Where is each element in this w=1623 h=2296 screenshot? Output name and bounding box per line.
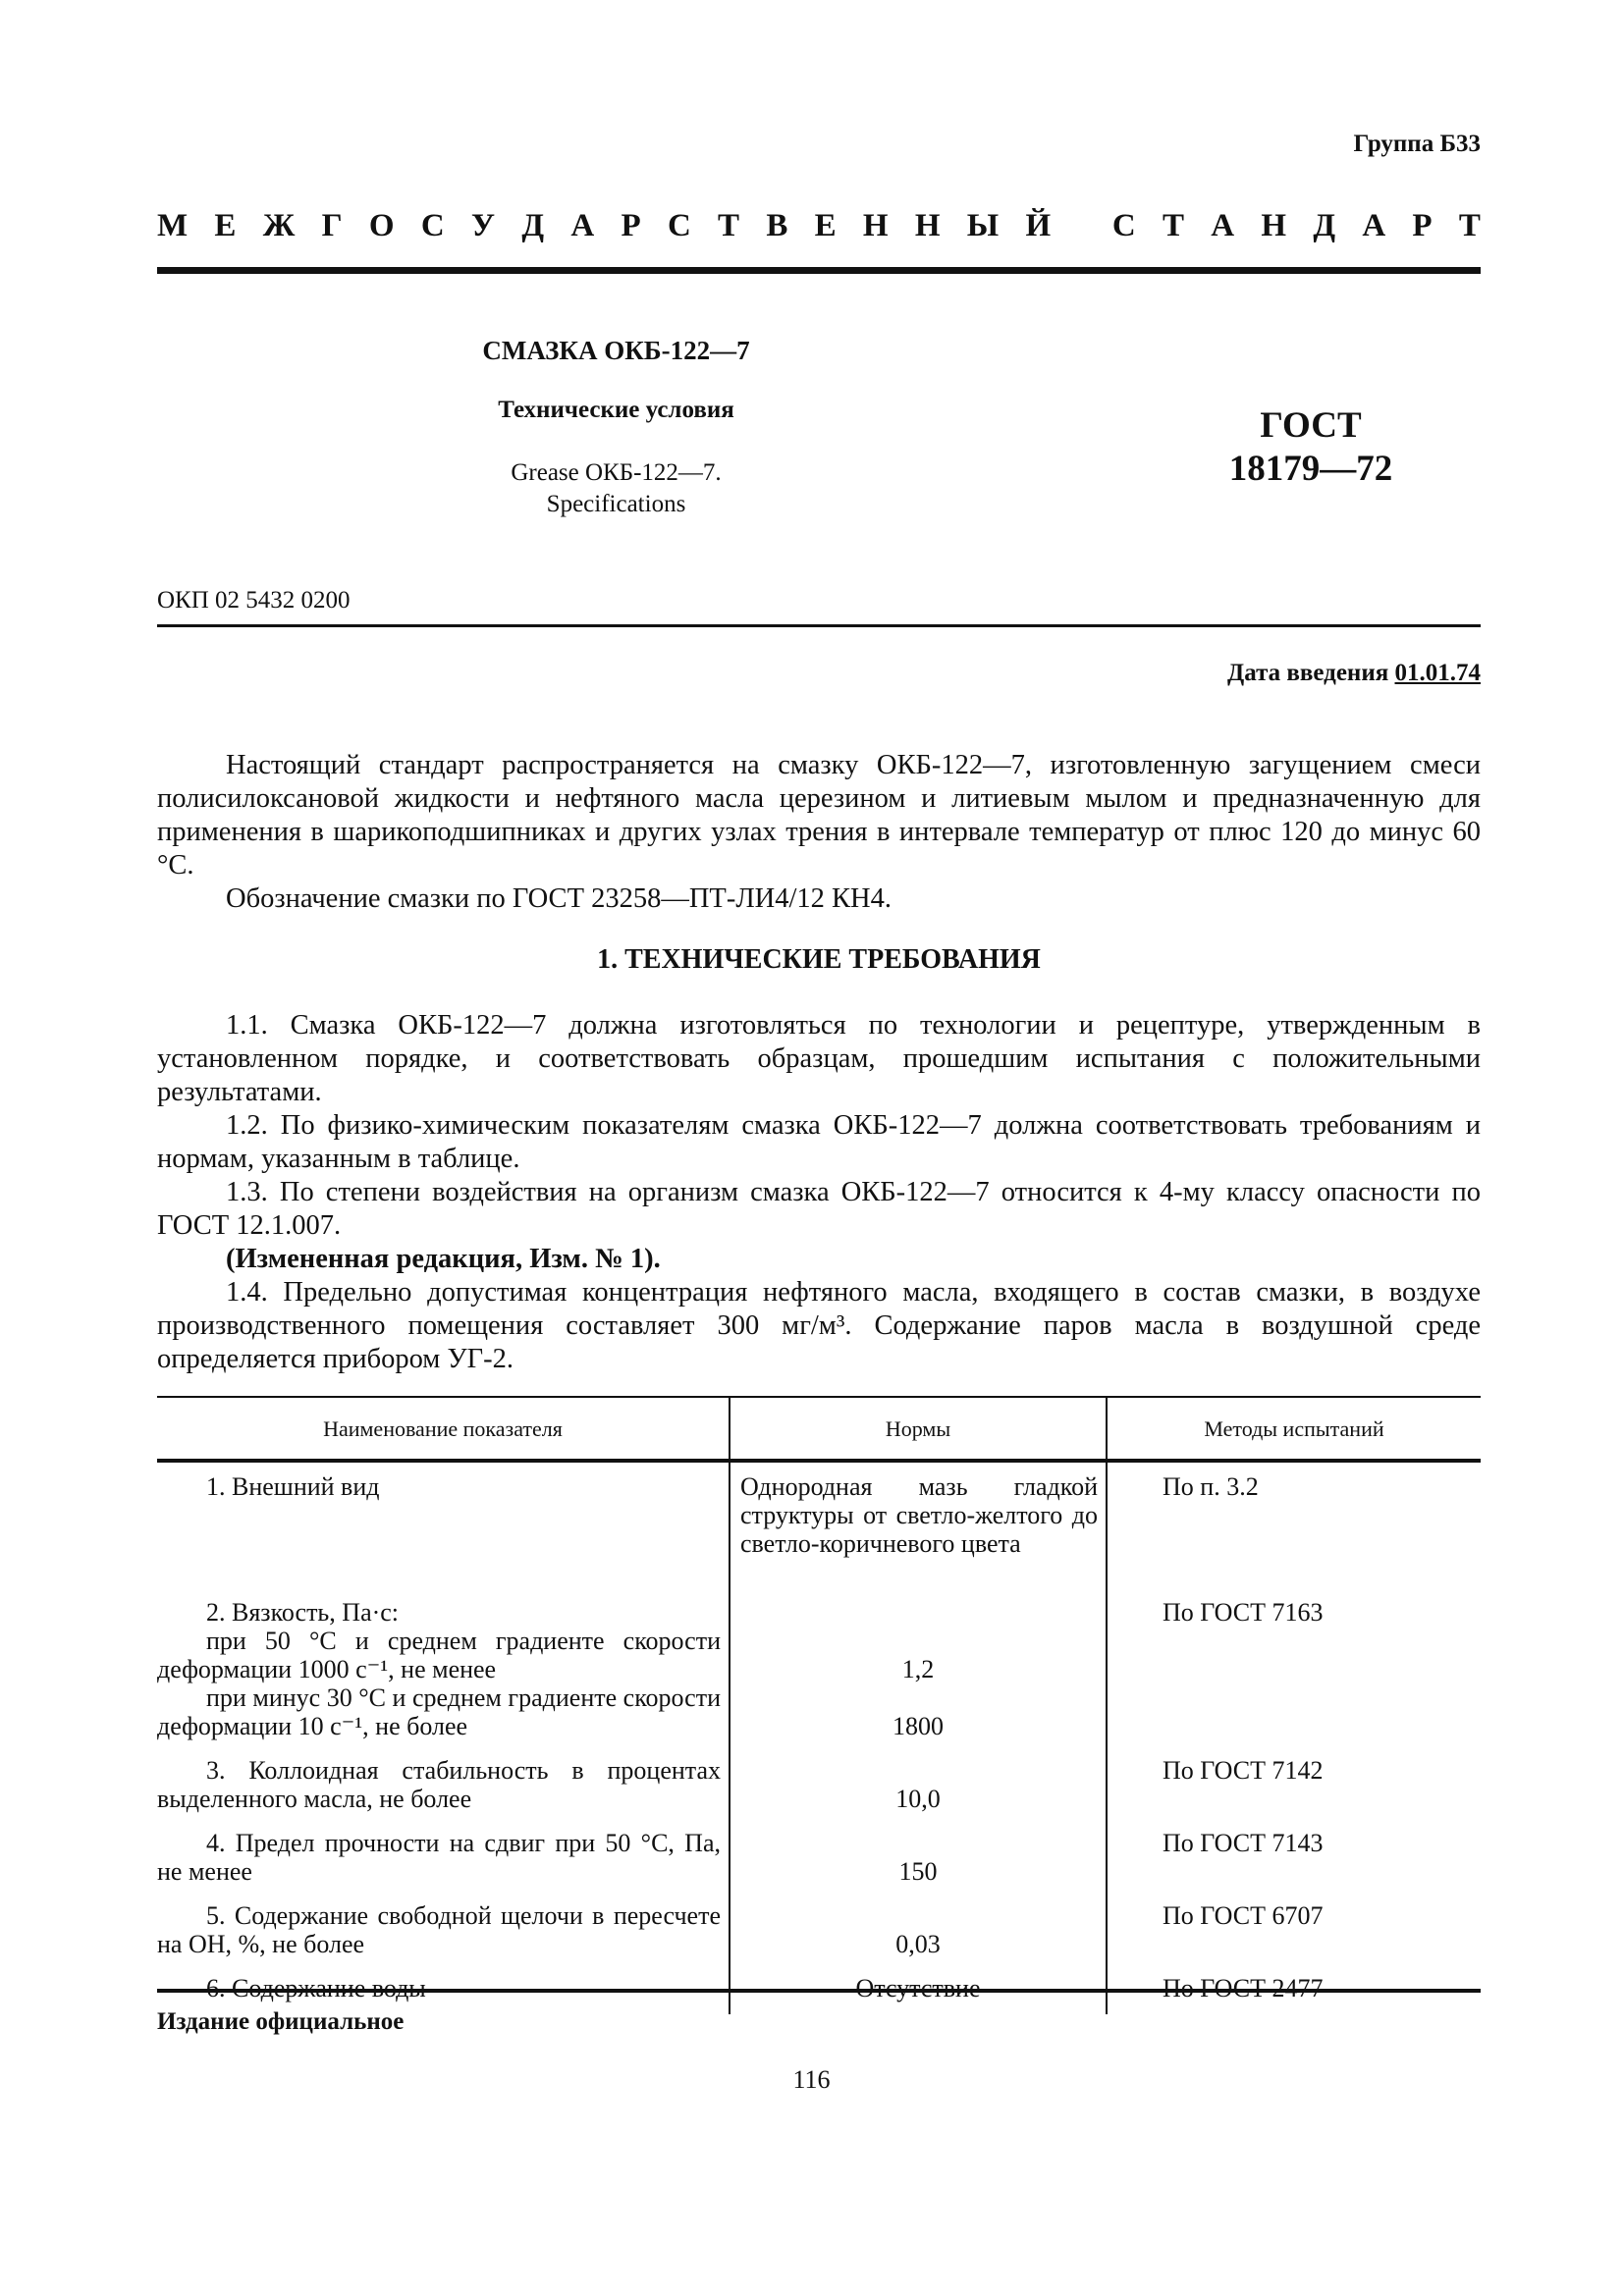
- header-norms: Нормы: [730, 1398, 1107, 1461]
- section-title: 1. ТЕХНИЧЕСКИЕ ТРЕБОВАНИЯ: [597, 944, 1041, 975]
- footer-rule: [157, 1989, 1481, 1993]
- table-header-row: [157, 1398, 1481, 1461]
- heading-letter: С: [1111, 208, 1136, 243]
- introduction-date: [1227, 660, 1481, 687]
- indicator-name: 3. Коллоидная стабильность в процентах выделенного масла, не более: [157, 1756, 721, 1813]
- heading-letter: Н: [914, 208, 941, 243]
- heading-letter: Т: [1163, 208, 1185, 243]
- group-code: Группа Б33: [1353, 131, 1481, 157]
- norm-value: 150: [898, 1857, 938, 1886]
- test-method: По ГОСТ 7142: [1163, 1756, 1324, 1785]
- heading-letter: [1077, 208, 1085, 244]
- heading-letter: А: [1362, 208, 1386, 243]
- test-method: По ГОСТ 6707: [1163, 1901, 1324, 1930]
- heading-letter: Ж: [262, 208, 296, 243]
- english-title-line2: Specifications: [546, 491, 686, 517]
- interstate-standard-heading: [157, 208, 1481, 244]
- introduction-date-label: Дата введения: [1227, 660, 1389, 686]
- english-title-line1: Grease ОКБ-122—7.: [511, 459, 722, 486]
- amendment-note: (Измененная редакция, Изм. № 1).: [226, 1244, 661, 1274]
- heading-letter: Д: [1313, 208, 1336, 243]
- table-row: [157, 1461, 1481, 1558]
- test-method: По ГОСТ 7143: [1163, 1829, 1324, 1857]
- header-indicator: Наименование показателя: [157, 1398, 730, 1461]
- table-row: [157, 1740, 1481, 1813]
- heading-letter: А: [1211, 208, 1235, 243]
- heading-letter: Й: [1025, 208, 1052, 243]
- requirements-text: [157, 1009, 1481, 1376]
- heading-letter: Д: [521, 208, 545, 243]
- heading-letter: Е: [814, 208, 837, 243]
- heading-letter: Ы: [966, 208, 1000, 243]
- standard-title: СМАЗКА ОКБ-122—7: [482, 336, 750, 365]
- heading-letter: Г: [321, 208, 343, 243]
- page-number: 116: [792, 2065, 831, 2094]
- norm-value: 1800: [893, 1712, 944, 1740]
- indicator-name: 1. Внешний вид: [206, 1472, 380, 1501]
- indicator-name: 5. Содержание свободной щелочи в пересчете на ОН, %, не более: [157, 1901, 721, 1958]
- introduction-date-value: 01.01.74: [1394, 660, 1481, 686]
- table-row: [157, 1558, 1481, 1740]
- designation-paragraph: Обозначение смазки по ГОСТ 23258—ПТ-ЛИ4/12 КН4.: [226, 883, 893, 914]
- gost-label: ГОСТ: [1260, 405, 1362, 446]
- heading-letter: А: [570, 208, 595, 243]
- table-row: [157, 1813, 1481, 1886]
- clause-1-3: 1.3. По степени воздействия на организм смазка ОКБ-122—7 относится к 4-му классу опасности по ГОСТ 12.1.007.: [157, 1177, 1481, 1241]
- test-method: По п. 3.2: [1163, 1472, 1259, 1501]
- heading-letter: Н: [1261, 208, 1287, 243]
- heading-letter: Н: [862, 208, 889, 243]
- intro-text: [157, 749, 1481, 916]
- gost-number: 18179—72: [1228, 449, 1393, 489]
- heading-letter: Е: [214, 208, 237, 243]
- english-title: [393, 457, 839, 520]
- indicator-name: 4. Предел прочности на сдвиг при 50 °С, Па, не менее: [157, 1829, 721, 1886]
- clause-1-2: 1.2. По физико-химическим показателям смазка ОКБ-122—7 должна соответствовать требованиям и нормам, указанным в таблице.: [157, 1110, 1481, 1174]
- heading-letter: В: [766, 208, 788, 243]
- header-methods: Методы испытаний: [1107, 1398, 1481, 1461]
- heading-letter: Р: [621, 208, 641, 243]
- indicator-subname: при 50 °С и среднем градиенте скорости деформации 1000 с⁻¹, не менее: [157, 1627, 721, 1683]
- heading-letter: Т: [718, 208, 740, 243]
- heading-letter: О: [368, 208, 395, 243]
- header-rule: [157, 267, 1481, 274]
- heading-letter: С: [667, 208, 691, 243]
- norm-value: 10,0: [895, 1785, 941, 1813]
- indicator-subname: при минус 30 °С и среднем градиенте скорости деформации 10 с⁻¹, не более: [157, 1683, 721, 1740]
- clause-1-4: 1.4. Предельно допустимая концентрация нефтяного масла, входящего в состав смазки, в воздухе производственного помещения составляет 300 мг/м³. Содержание паров масла в воздушной среде определяется прибором УГ-2.: [157, 1277, 1481, 1374]
- specification-table: [157, 1398, 1481, 2014]
- official-edition-label: Издание официальное: [157, 2008, 405, 2035]
- test-method: По ГОСТ 7163: [1163, 1598, 1324, 1627]
- heading-letter: Т: [1458, 208, 1481, 243]
- table-row: [157, 1958, 1481, 2014]
- standard-subtitle: Технические условия: [498, 397, 734, 423]
- okp-code: ОКП 02 5432 0200: [157, 587, 351, 614]
- norm-value: 1,2: [901, 1655, 935, 1683]
- intro-paragraph: Настоящий стандарт распространяется на смазку ОКБ-122—7, изготовленную загущением смеси полисилоксановой жидкости и нефтяного масла церезином и литиевым мылом и предназначенную для применения в шарикоподшипниках и других узлах трения в интервале температур от плюс 120 до минус 60 °С.: [157, 750, 1481, 881]
- norm-value: 0,03: [895, 1930, 941, 1958]
- heading-letter: У: [470, 208, 496, 243]
- clause-1-1: 1.1. Смазка ОКБ-122—7 должна изготовляться по технологии и рецептуре, утвержденным в установленном порядке, и соответствовать образцам, прошедшим испытания с положительными результатами.: [157, 1010, 1481, 1107]
- heading-letter: М: [157, 208, 189, 243]
- heading-letter: С: [420, 208, 445, 243]
- heading-letter: Р: [1412, 208, 1433, 243]
- gost-designation: [1124, 404, 1497, 491]
- table-row: [157, 1886, 1481, 1958]
- indicator-name: 2. Вязкость, Па·с:: [206, 1598, 400, 1627]
- norm-value: Однородная мазь гладкой структуры от светло-желтого до светло-коричневого цвета: [740, 1472, 1098, 1558]
- okp-rule: [157, 624, 1481, 627]
